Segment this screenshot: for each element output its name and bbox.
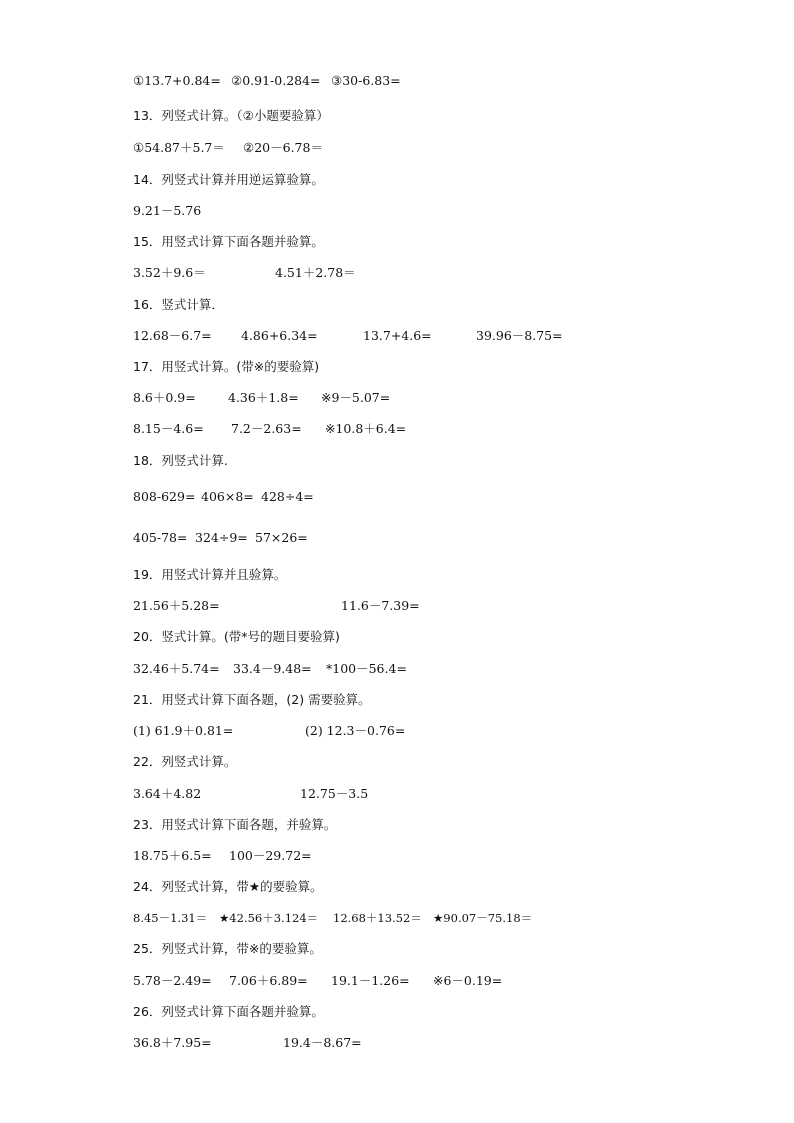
expression: 9.21－5.76 [133,203,202,218]
question-text: 26．列竖式计算下面各题并验算。 [133,1004,324,1019]
expression: 405-78= [133,530,188,545]
question-text: 22．列竖式计算。 [133,754,237,769]
expression: 8.6＋0.9= [133,390,196,405]
question-heading [133,108,329,124]
expression: ①13.7+0.84= [133,73,221,88]
expression: ※10.8＋6.4= [325,421,407,436]
expression: 406×8= [201,489,254,504]
question-heading [133,1004,324,1020]
expression: 7.06＋6.89= [229,973,308,988]
expression: 5.78－2.49= [133,973,212,988]
question-text: 23．用竖式计算下面各题，并验算。 [133,817,337,832]
question-heading [133,359,319,375]
expression: ※9－5.07= [321,390,391,405]
expression: 21.56＋5.28= [133,598,220,613]
question-text: 14．列竖式计算并用逆运算验算。 [133,172,324,187]
expression: 19.4－8.67= [283,1035,362,1050]
expression: ★42.56＋3.124＝ [219,911,319,925]
expression: 57×26= [255,530,308,545]
expression: 8.45－1.31＝ [133,911,208,925]
question-heading [133,297,224,313]
expression: (2) 12.3－0.76= [305,723,406,738]
expression: 12.75－3.5 [300,786,369,801]
question-text: 17．用竖式计算。(带※的要验算) [133,359,320,374]
question-text: 21．用竖式计算下面各题，(2) 需要验算。 [133,692,371,707]
expression: 7.2－2.63= [231,421,302,436]
expression: ※6－0.19= [433,973,503,988]
expression: 32.46＋5.74= [133,661,220,676]
question-text: 20．竖式计算。(带*号的题目要验算) [133,629,340,644]
expression: 4.51＋2.78＝ [275,265,356,280]
expression: 19.1－1.26= [331,973,410,988]
expression: ②0.91-0.284= [231,73,321,88]
question-heading [133,817,336,833]
expression: 12.68－6.7= [133,328,212,343]
expression: ①54.87＋5.7＝ [133,140,225,155]
expression: *100－56.4= [326,661,407,676]
question-text: 19．用竖式计算并且验算。 [133,567,287,582]
expression: 11.6－7.39= [341,598,420,613]
expression: ★90.07－75.18＝ [433,911,533,925]
expression: 18.75＋6.5= [133,848,212,863]
question-heading [133,879,323,895]
question-heading [133,692,371,708]
expression: ③30-6.83= [331,73,401,88]
expression: 39.96－8.75= [476,328,563,343]
expression: 13.7+4.6= [363,328,432,343]
expression: 100－29.72= [229,848,312,863]
expression: 808-629= [133,489,196,504]
question-text: 25．列竖式计算，带※的要验算。 [133,941,322,956]
question-text: 13．列竖式计算。（②小题要验算） [133,108,329,123]
question-heading [133,234,324,250]
question-text: 18．列竖式计算. [133,453,228,468]
expression: 33.4－9.48= [233,661,312,676]
expression: 428÷4= [261,489,314,504]
expression: 12.68＋13.52＝ [333,911,422,925]
question-heading [133,453,228,469]
question-text: 16．竖式计算． [133,297,224,312]
expression: (1) 61.9＋0.81= [133,723,234,738]
expression: ②20－6.78＝ [243,140,323,155]
question-heading [133,172,324,188]
question-heading [133,567,286,583]
expression: 3.52＋9.6＝ [133,265,206,280]
question-heading [133,629,340,645]
expression: 4.86+6.34= [241,328,318,343]
expression: 3.64＋4.82 [133,786,202,801]
expression: 8.15－4.6= [133,421,204,436]
expression: 36.8＋7.95= [133,1035,212,1050]
question-text: 15．用竖式计算下面各题并验算。 [133,234,324,249]
question-heading [133,941,322,957]
question-text: 24．列竖式计算，带★的要验算。 [133,879,323,894]
question-heading [133,754,236,770]
expression: 4.36＋1.8= [228,390,299,405]
expression: 324÷9= [195,530,248,545]
